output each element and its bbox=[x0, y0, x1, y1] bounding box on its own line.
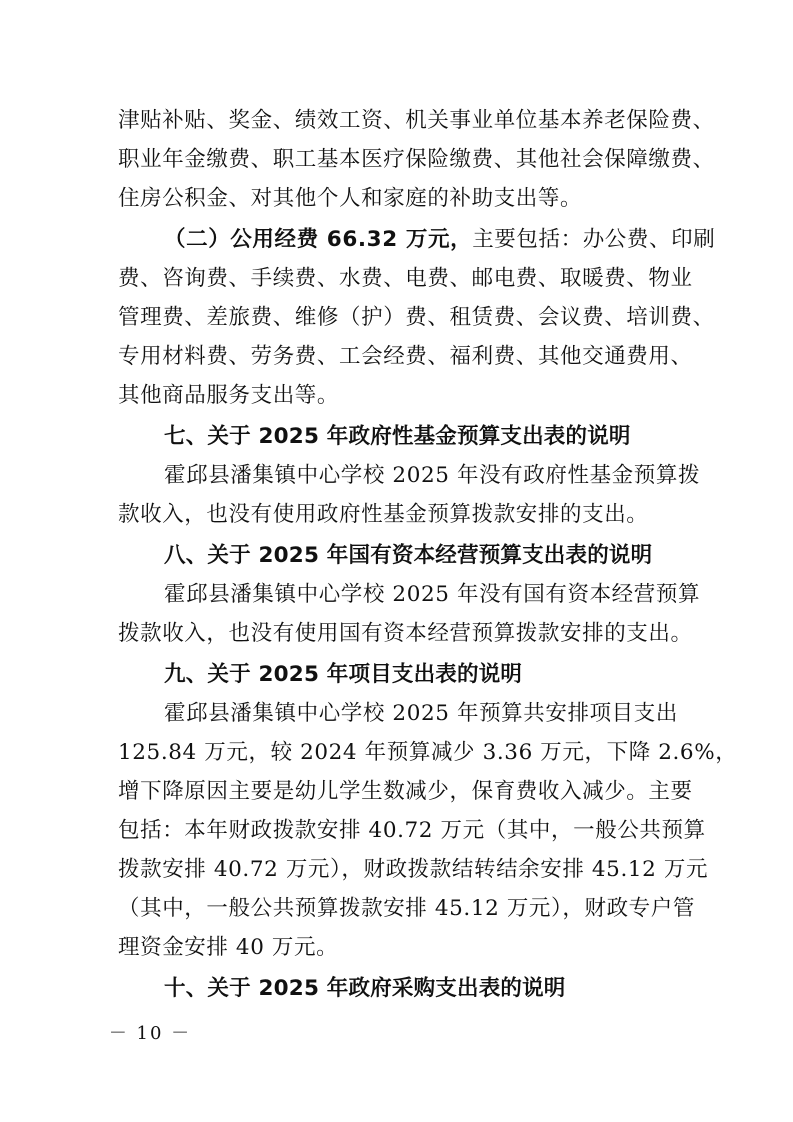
public-funds-lead bbox=[164, 225, 716, 255]
body-line: 津贴补贴、奖金、绩效工资、机关事业单位基本养老保险费、 bbox=[118, 108, 715, 133]
body-line: 霍邱县潘集镇中心学校 2025 年没有国有资本经营预算 bbox=[164, 582, 701, 607]
body-line: 拨款安排 40.72 万元），财政拨款结转结余安排 45.12 万元 bbox=[118, 857, 709, 882]
body-line: 职业年金缴费、职工基本医疗保险缴费、其他社会保障缴费、 bbox=[118, 147, 715, 172]
body-line: 增下降原因主要是幼儿学生数减少，保育费收入减少。主要 bbox=[118, 779, 693, 804]
section-heading-7: 七、关于 2025 年政府性基金预算支出表的说明 bbox=[164, 424, 631, 449]
body-line: 理资金安排 40 万元。 bbox=[118, 935, 339, 960]
body-line: 费、咨询费、手续费、水费、电费、邮电费、取暖费、物业 bbox=[118, 266, 693, 291]
body-line: 霍邱县潘集镇中心学校 2025 年预算共安排项目支出 bbox=[164, 701, 678, 726]
section-heading-9: 九、关于 2025 年项目支出表的说明 bbox=[164, 662, 523, 687]
body-line: 管理费、差旅费、维修（护）费、租赁费、会议费、培训费、 bbox=[118, 305, 715, 330]
body-line: 款收入，也没有使用政府性基金预算拨款安排的支出。 bbox=[118, 502, 649, 527]
section-heading-8: 八、关于 2025 年国有资本经营预算支出表的说明 bbox=[164, 543, 653, 568]
body-line: 包括：本年财政拨款安排 40.72 万元（其中，一般公共预算 bbox=[118, 818, 706, 843]
body-line: （其中，一般公共预算拨款安排 45.12 万元），财政专户管 bbox=[118, 896, 695, 921]
section-heading-10: 十、关于 2025 年政府采购支出表的说明 bbox=[164, 976, 566, 1001]
public-funds-rest: 主要包括：办公费、印刷 bbox=[472, 227, 716, 252]
body-line: 拨款收入，也没有使用国有资本经营预算拨款安排的支出。 bbox=[118, 621, 693, 646]
body-line: 住房公积金、对其他个人和家庭的补助支出等。 bbox=[118, 186, 583, 211]
page-number: － 10 － bbox=[108, 1023, 192, 1044]
body-line: 霍邱县潘集镇中心学校 2025 年没有政府性基金预算拨 bbox=[164, 463, 701, 488]
body-line: 专用材料费、劳务费、工会经费、福利费、其他交通费用、 bbox=[118, 344, 693, 369]
body-line: 125.84 万元，较 2024 年预算减少 3.36 万元，下降 2.6%， bbox=[118, 740, 738, 765]
public-funds-bold: （二）公用经费 66.32 万元， bbox=[164, 227, 473, 252]
body-line: 其他商品服务支出等。 bbox=[118, 383, 340, 408]
